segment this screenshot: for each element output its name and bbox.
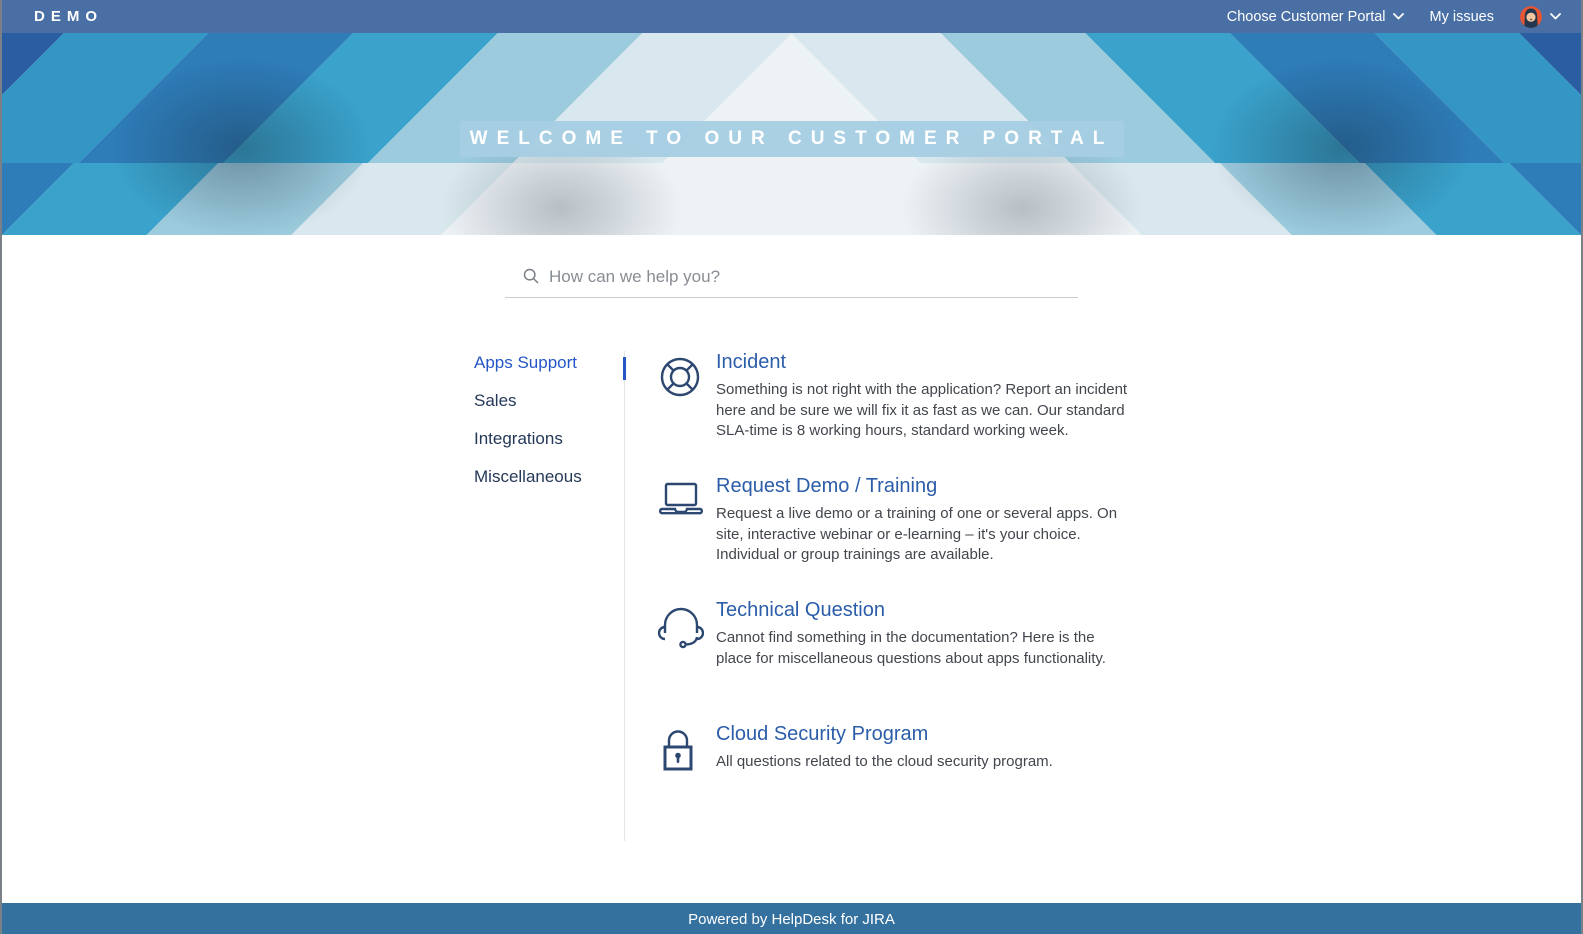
section-divider — [624, 351, 625, 841]
my-issues-link[interactable]: My issues — [1429, 8, 1494, 25]
search-row — [2, 261, 1581, 298]
sidebar-item-integrations[interactable]: Integrations — [474, 429, 563, 448]
choose-customer-portal-label: Choose Customer Portal — [1226, 8, 1386, 25]
request-type-description: Request a live demo or a training of one or several apps. On site, interactive webinar or e-learning – it's your choice. Individual or group trainings are available. — [716, 505, 1118, 563]
request-type-demo-training[interactable] — [658, 475, 1130, 599]
request-type-title[interactable]: Request Demo / Training — [716, 475, 938, 497]
laptop-icon — [658, 475, 716, 524]
lock-icon — [658, 723, 716, 778]
main-content — [474, 351, 1134, 903]
request-type-description: All questions related to the cloud security program. — [716, 753, 1053, 770]
request-type-description: Something is not right with the application? Report an incident here and be sure we will fix it as fast as we can. Our standard SLA-time is 8 working hours, standard working week. — [716, 381, 1128, 439]
user-menu[interactable] — [1520, 6, 1561, 28]
search-icon — [523, 268, 539, 284]
user-avatar — [1520, 6, 1542, 28]
request-type-list — [658, 351, 1130, 778]
hero-title-bar — [459, 121, 1124, 157]
lifebuoy-icon — [658, 351, 716, 404]
brand-logo[interactable]: DEMO — [34, 8, 103, 25]
request-type-title[interactable]: Incident — [716, 351, 787, 373]
chevron-down-icon — [1550, 13, 1561, 20]
request-type-cloud-security[interactable] — [658, 723, 1130, 778]
footer-text: Powered by HelpDesk for JIRA — [688, 910, 895, 928]
request-type-title[interactable]: Technical Question — [716, 599, 885, 621]
sidebar-item-apps-support[interactable]: Apps Support — [474, 353, 578, 372]
active-item-indicator — [623, 357, 626, 380]
request-type-technical-question[interactable] — [658, 599, 1130, 723]
headset-icon — [658, 599, 716, 654]
request-type-description: Cannot find something in the documentation? Here is the place for miscellaneous questions about apps functionality. — [716, 629, 1106, 667]
page-title: WELCOME TO OUR CUSTOMER PORTAL — [469, 128, 1114, 149]
hero-banner — [2, 33, 1581, 235]
search-box[interactable] — [505, 261, 1078, 298]
choose-customer-portal-menu[interactable] — [1227, 9, 1404, 25]
footer — [2, 903, 1581, 934]
request-type-incident[interactable] — [658, 351, 1130, 475]
search-input[interactable] — [505, 261, 1078, 298]
request-type-title[interactable]: Cloud Security Program — [716, 723, 929, 745]
top-navbar — [2, 0, 1581, 33]
navbar-actions — [1227, 6, 1561, 28]
chevron-down-icon — [1393, 13, 1404, 20]
request-group-sidebar — [474, 351, 624, 505]
sidebar-item-sales[interactable]: Sales — [474, 391, 517, 410]
sidebar-item-miscellaneous[interactable]: Miscellaneous — [474, 467, 582, 486]
